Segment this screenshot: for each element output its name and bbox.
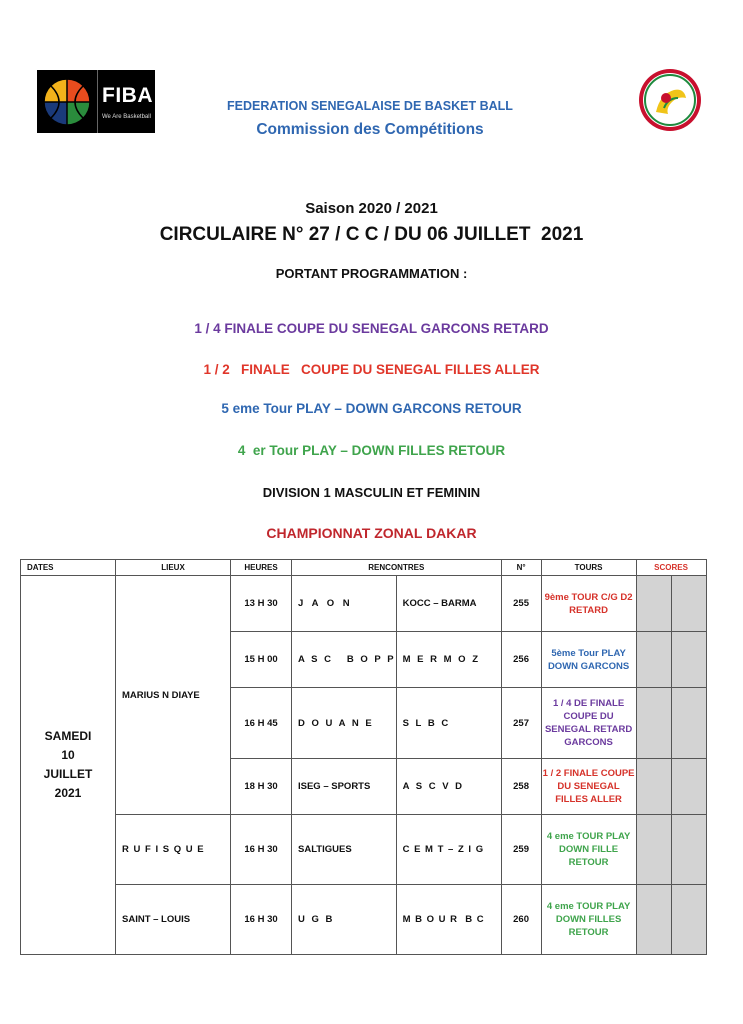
tour-cell: 4 eme TOUR PLAY DOWN FILLE RETOUR <box>541 815 636 885</box>
fiba-logo <box>37 70 155 133</box>
basketball-icon <box>37 70 97 133</box>
time-cell: 13 H 30 <box>231 576 292 632</box>
team-home: D O U A N E <box>292 688 397 759</box>
table-header-row <box>21 560 707 576</box>
time-cell: 15 H 00 <box>231 632 292 688</box>
program-item: 1 / 2 FINALE COUPE DU SENEGAL FILLES ALLER <box>203 362 540 377</box>
score-cell <box>636 759 671 815</box>
match-number: 256 <box>501 632 541 688</box>
team-home: SALTIGUES <box>292 815 397 885</box>
match-number: 260 <box>501 885 541 955</box>
score-cell <box>636 688 671 759</box>
tour-cell: 9ème TOUR C/G D2 RETARD <box>541 576 636 632</box>
score-cell <box>671 759 706 815</box>
header-tours: TOURS <box>541 560 636 576</box>
match-number: 255 <box>501 576 541 632</box>
header-dates: DATES <box>21 560 116 576</box>
team-home: ISEG – SPORTS <box>292 759 397 815</box>
division-heading: DIVISION 1 MASCULIN ET FEMININ <box>262 485 481 500</box>
date-month: JUILLET <box>43 767 93 781</box>
fiba-wordmark: FIBA <box>102 83 153 107</box>
match-number: 258 <box>501 759 541 815</box>
commission-name: Commission des Compétitions <box>256 121 484 138</box>
team-away: S L B C <box>396 688 501 759</box>
schedule-table <box>20 559 707 955</box>
table-row <box>21 815 707 885</box>
season-title: Saison 2020 / 2021 <box>305 200 438 217</box>
time-cell: 16 H 45 <box>231 688 292 759</box>
team-home: U G B <box>292 885 397 955</box>
time-cell: 16 H 30 <box>231 885 292 955</box>
program-item: 5 eme Tour PLAY – DOWN GARCONS RETOUR <box>221 401 522 416</box>
header-lieux: LIEUX <box>116 560 231 576</box>
tour-cell: 4 eme TOUR PLAY DOWN FILLES RETOUR <box>541 885 636 955</box>
circular-title: CIRCULAIRE N° 27 / C C / DU 06 JUILLET 2021 <box>159 224 584 245</box>
fsbb-logo <box>638 68 702 132</box>
score-cell <box>636 815 671 885</box>
time-cell: 16 H 30 <box>231 815 292 885</box>
score-cell <box>636 576 671 632</box>
tour-cell: 5ème Tour PLAY DOWN GARCONS <box>541 632 636 688</box>
score-cell <box>636 632 671 688</box>
venue-cell: R U F I S Q U E <box>116 815 231 885</box>
table-row <box>21 885 707 955</box>
date-day: SAMEDI <box>44 729 92 743</box>
venue-cell: MARIUS N DIAYE <box>116 576 231 815</box>
tour-cell: 1 / 4 DE FINALE COUPE DU SENEGAL RETARD GARCONS <box>541 688 636 759</box>
program-item: 1 / 4 FINALE COUPE DU SENEGAL GARCONS RETARD <box>194 321 549 336</box>
team-away: KOCC – BARMA <box>396 576 501 632</box>
table-row <box>21 576 707 632</box>
score-cell <box>671 576 706 632</box>
programming-heading: PORTANT PROGRAMMATION : <box>275 266 468 281</box>
header-heures: HEURES <box>231 560 292 576</box>
score-cell <box>671 815 706 885</box>
tour-cell: 1 / 2 FINALE COUPE DU SENEGAL FILLES ALLER <box>541 759 636 815</box>
match-number: 259 <box>501 815 541 885</box>
date-number: 10 <box>61 748 75 762</box>
score-cell <box>671 688 706 759</box>
header-rencontres: RENCONTRES <box>292 560 502 576</box>
score-cell <box>671 632 706 688</box>
team-away: M E R M O Z <box>396 632 501 688</box>
score-cell <box>636 885 671 955</box>
team-home: A S C B O P P <box>292 632 397 688</box>
team-away: M B O U R B C <box>396 885 501 955</box>
header-numero: N° <box>501 560 541 576</box>
team-away: C E M T – Z I G <box>396 815 501 885</box>
match-date <box>21 576 116 955</box>
time-cell: 18 H 30 <box>231 759 292 815</box>
fiba-tagline: We Are Basketball <box>102 113 151 120</box>
federation-name: FEDERATION SENEGALAISE DE BASKET BALL <box>227 99 513 113</box>
team-away: A S C V D <box>396 759 501 815</box>
championship-heading: CHAMPIONNAT ZONAL DAKAR <box>266 525 477 541</box>
date-year: 2021 <box>54 786 82 800</box>
header-scores: SCORES <box>636 560 706 576</box>
score-cell <box>671 885 706 955</box>
match-number: 257 <box>501 688 541 759</box>
team-home: J A O N <box>292 576 397 632</box>
program-item: 4 er Tour PLAY – DOWN FILLES RETOUR <box>237 443 506 458</box>
venue-cell: SAINT – LOUIS <box>116 885 231 955</box>
